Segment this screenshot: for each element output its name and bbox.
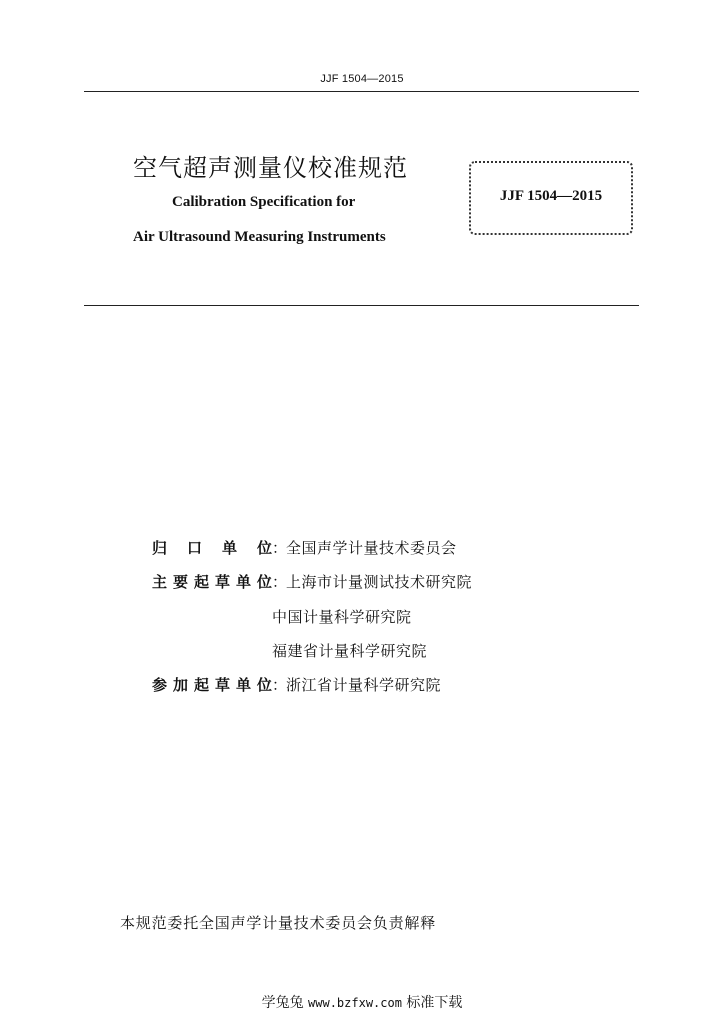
org-label-char: 要 <box>172 572 188 591</box>
org-label-char: 起 <box>193 572 209 591</box>
org-colon: ： <box>272 538 288 557</box>
org-value-participating: 浙江省计量科学研究院 <box>286 675 442 694</box>
org-value-responsible: 全国声学计量技术委员会 <box>286 538 457 557</box>
org-label-char: 草 <box>214 675 230 694</box>
org-label-char: 单 <box>235 572 251 591</box>
org-label-responsible <box>152 537 272 558</box>
header-document-code: JJF 1504—2015 <box>320 73 404 85</box>
org-colon: ： <box>272 675 288 694</box>
org-label-char: 位 <box>256 572 272 591</box>
watermark-prefix: 学兔兔 <box>261 995 304 1011</box>
org-label-char: 起 <box>193 675 209 694</box>
interpretation-note: 本规范委托全国声学计量技术委员会负责解释 <box>120 914 437 932</box>
org-label-char: 口 <box>186 538 202 557</box>
org-row-main-drafter-3 <box>272 638 427 662</box>
title-english-line-2: Air Ultrasound Measuring Instruments <box>133 229 386 245</box>
org-value-main-drafter-3: 福建省计量科学研究院 <box>272 641 428 660</box>
org-row-responsible <box>152 535 457 559</box>
org-row-participating <box>152 672 441 696</box>
org-row-main-drafter-2 <box>272 604 412 628</box>
standard-code-box <box>469 161 633 235</box>
org-label-char: 草 <box>214 572 230 591</box>
download-watermark <box>0 992 724 1012</box>
org-label-char: 单 <box>221 538 237 557</box>
org-value-main-drafter-2: 中国计量科学研究院 <box>272 607 412 626</box>
org-label-participating <box>152 674 272 695</box>
org-row-main-drafters <box>152 569 472 593</box>
org-colon: ： <box>272 572 288 591</box>
watermark-url[interactable]: www.bzfxw.com <box>308 996 402 1010</box>
org-label-main-drafters <box>152 571 272 592</box>
header-rule <box>84 91 639 92</box>
org-label-char: 单 <box>235 675 251 694</box>
title-section-rule <box>84 305 639 306</box>
org-label-char: 加 <box>172 675 188 694</box>
standard-code: JJF 1504—2015 <box>499 187 603 204</box>
org-label-char: 参 <box>152 675 168 694</box>
title-english-line-1: Calibration Specification for <box>172 194 356 210</box>
org-label-char: 位 <box>256 675 272 694</box>
watermark-suffix: 标准下载 <box>406 995 463 1011</box>
org-label-char: 位 <box>256 538 272 557</box>
title-chinese: 空气超声测量仪校准规范 <box>133 154 408 182</box>
org-label-char: 主 <box>152 572 168 591</box>
org-value-main-drafter-1: 上海市计量测试技术研究院 <box>286 572 473 591</box>
org-label-char: 归 <box>152 538 168 557</box>
